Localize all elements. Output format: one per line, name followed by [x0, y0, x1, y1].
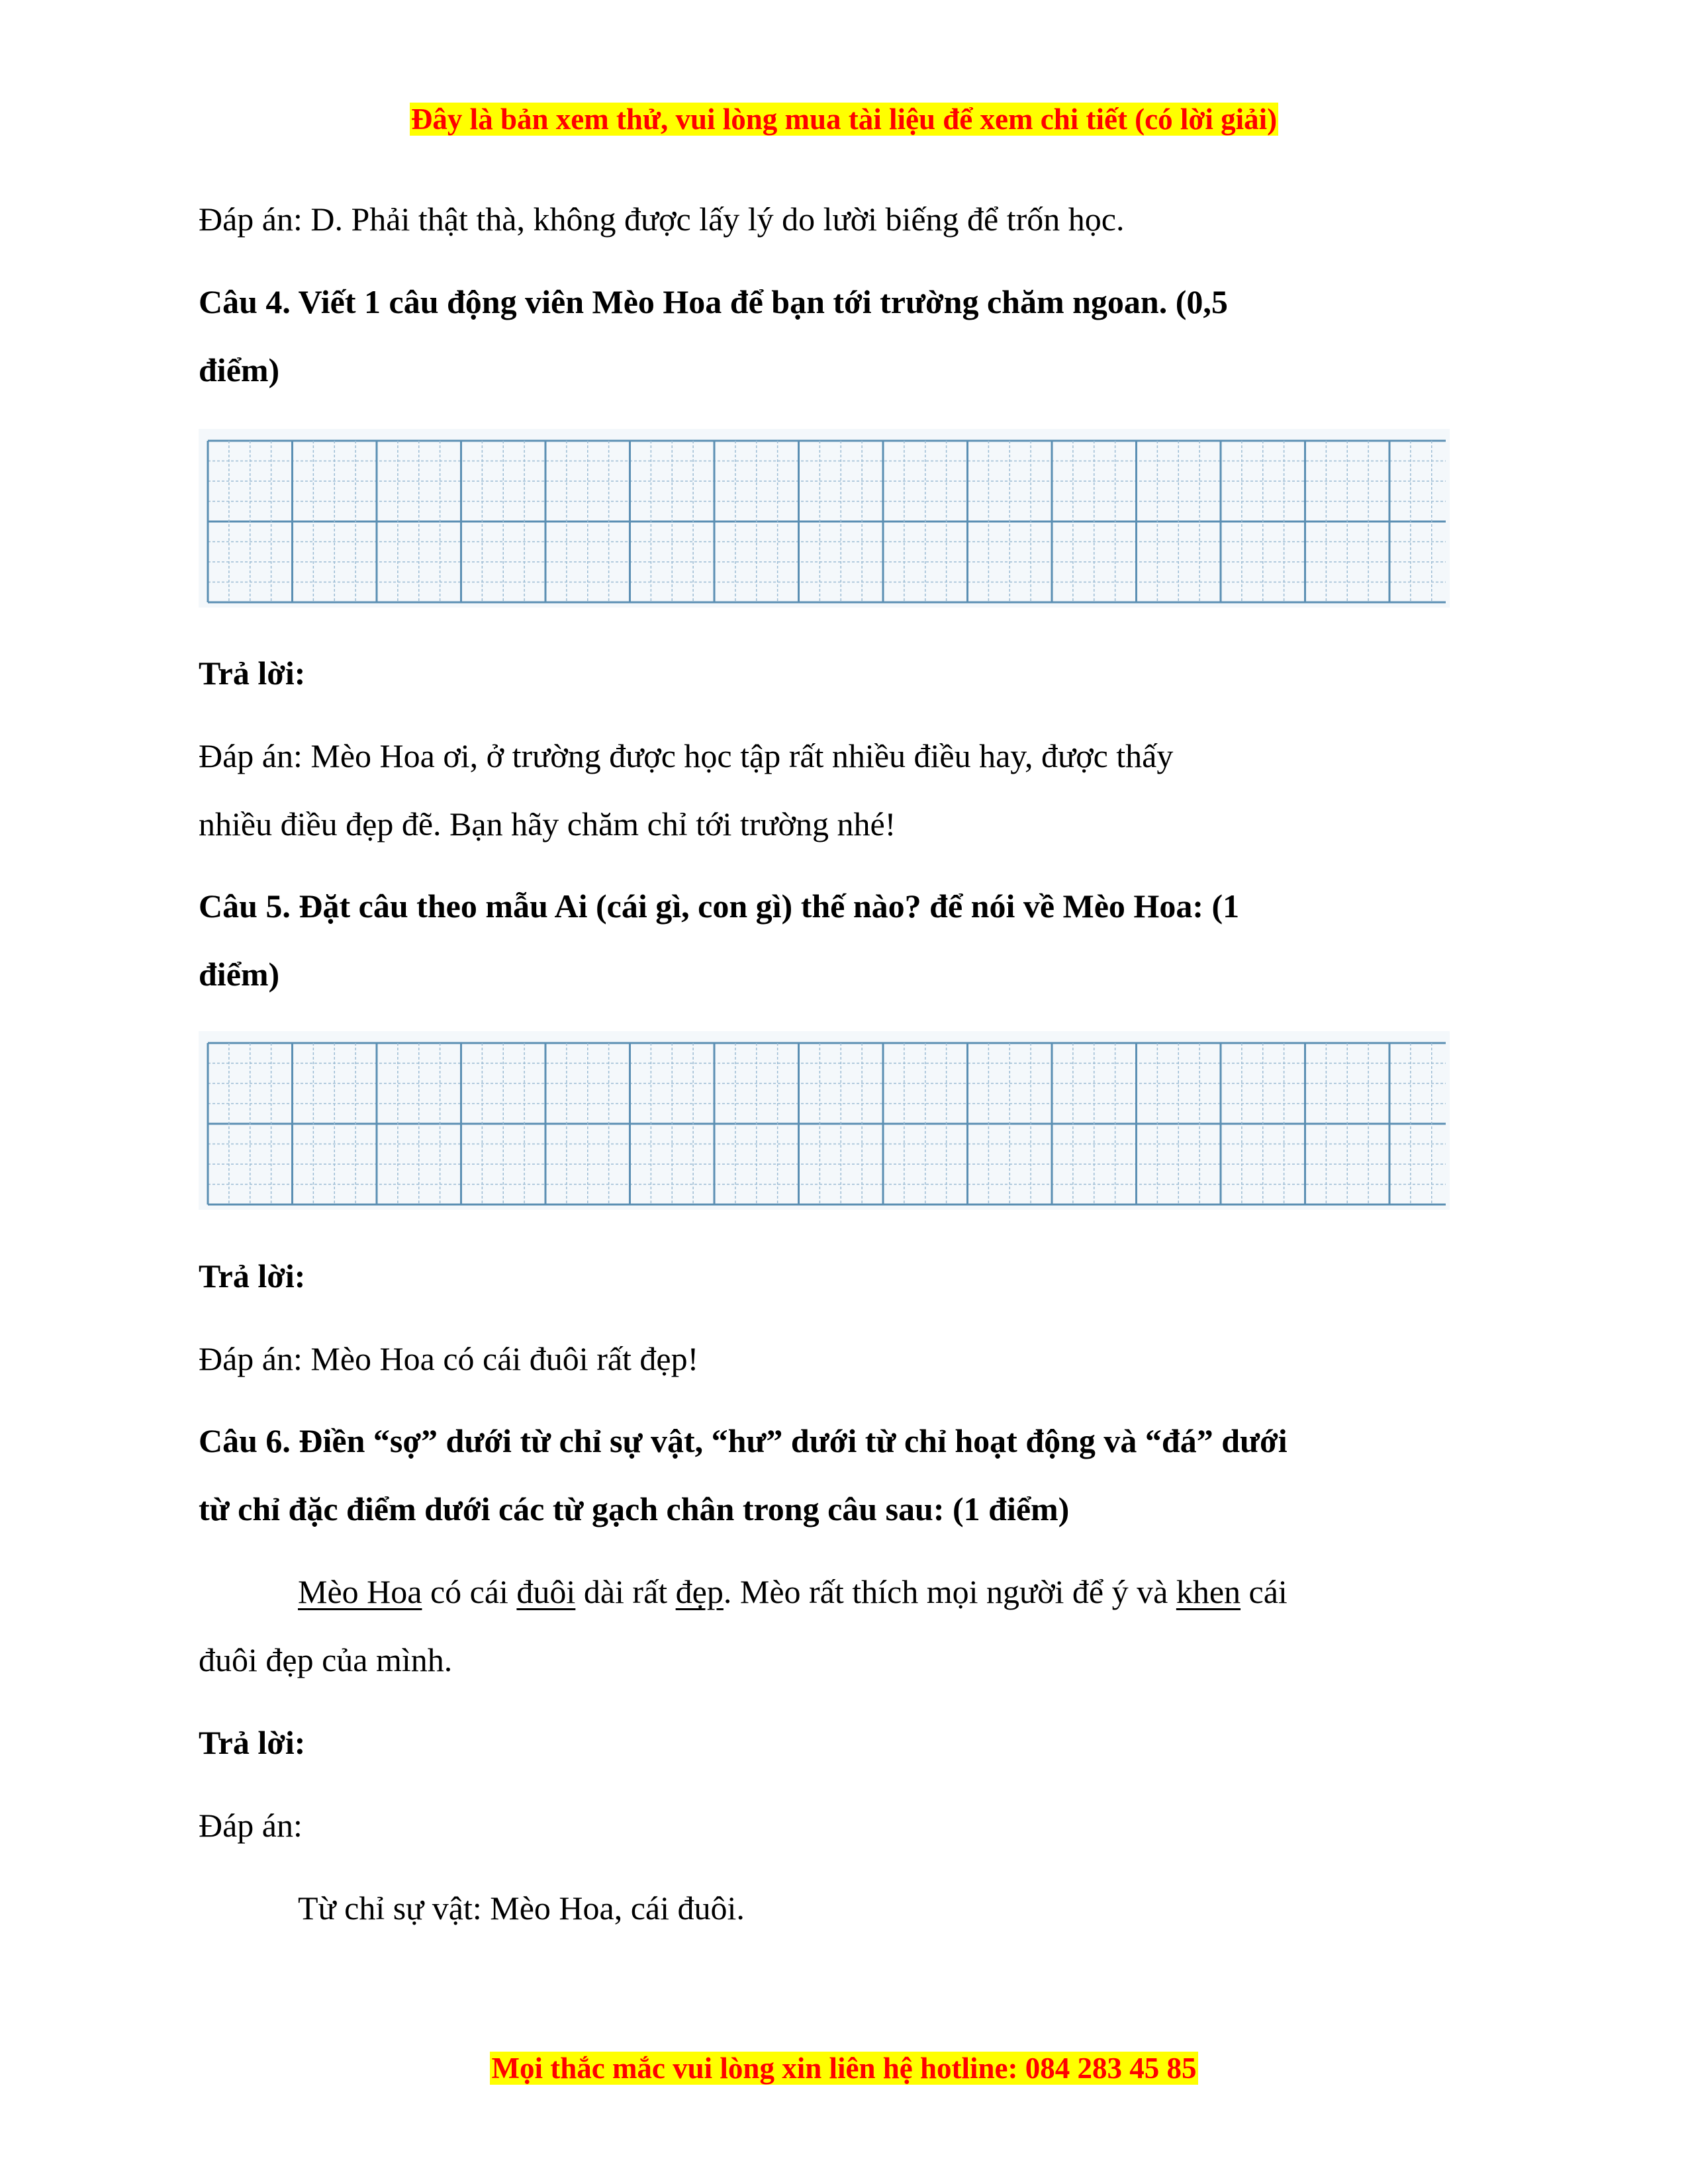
- q4-answer-line2: nhiều điều đẹp đẽ. Bạn hãy chăm chỉ tới trường nhé!: [199, 805, 896, 842]
- q4-title-line1: Câu 4. Viết 1 câu động viên Mèo Hoa để bạn tới trường chăm ngoan. (0,5: [199, 283, 1228, 320]
- q4-reply-label: Trả lời:: [199, 655, 306, 692]
- q5-title-line2: điểm): [199, 956, 280, 993]
- q6-sentence-line2: đuôi đẹp của mình.: [199, 1641, 453, 1678]
- q6-answer-label: Đáp án:: [199, 1807, 303, 1844]
- q4-answer-line1: Đáp án: Mèo Hoa ơi, ở trường được học tập rất nhiều điều hay, được thấy: [199, 737, 1174, 774]
- sentence-text-4: cái: [1241, 1573, 1288, 1610]
- hotline-text: Mọi thắc mắc vui lòng xin liên hệ hotline: 084 283 45 85: [491, 2052, 1197, 2085]
- q6-sentence-line1: [199, 1558, 1582, 1626]
- underlined-word-meo-hoa: Mèo Hoa: [298, 1573, 422, 1610]
- q6-title-line2: từ chỉ đặc điểm dưới các từ gạch chân trong câu sau: (1 điểm): [199, 1490, 1070, 1527]
- underlined-word-duoi: đuôi: [516, 1573, 576, 1610]
- preview-notice-text: Đây là bản xem thử, vui lòng mua tài liệu để xem chi tiết (có lời giải): [410, 103, 1278, 136]
- underlined-word-dep: đẹp: [675, 1573, 724, 1610]
- sentence-text-3: . Mèo rất thích mọi người để ý và: [723, 1573, 1176, 1610]
- writing-grid-image: [199, 429, 1450, 608]
- sentence-text-2: dài rất: [575, 1573, 676, 1610]
- q5-answer: Đáp án: Mèo Hoa có cái đuôi rất đẹp!: [199, 1340, 699, 1377]
- q5-title-line1: Câu 5. Đặt câu theo mẫu Ai (cái gì, con gì) thế nào? để nói về Mèo Hoa: (1: [199, 887, 1240, 925]
- q6-answer-item1: Từ chỉ sự vật: Mèo Hoa, cái đuôi.: [298, 1889, 745, 1927]
- q6-reply-label: Trả lời:: [199, 1724, 306, 1761]
- q6-title-line1: Câu 6. Điền “sợ” dưới từ chỉ sự vật, “hư” dưới từ chỉ hoạt động và “đá” dưới: [199, 1422, 1288, 1459]
- underlined-word-khen: khen: [1176, 1573, 1241, 1610]
- handwriting-grid-q5: [199, 1031, 1450, 1210]
- q3-answer: Đáp án: D. Phải thật thà, không được lấy lý do lười biếng để trốn học.: [199, 201, 1125, 238]
- q5-reply-label: Trả lời:: [199, 1257, 306, 1295]
- q4-title-line2: điểm): [199, 351, 280, 388]
- handwriting-grid-q4: [199, 429, 1450, 608]
- hotline-banner: [0, 2048, 1688, 2088]
- writing-grid-image: [199, 1031, 1450, 1210]
- preview-notice-banner: [0, 99, 1688, 139]
- sentence-text-1: có cái: [422, 1573, 517, 1610]
